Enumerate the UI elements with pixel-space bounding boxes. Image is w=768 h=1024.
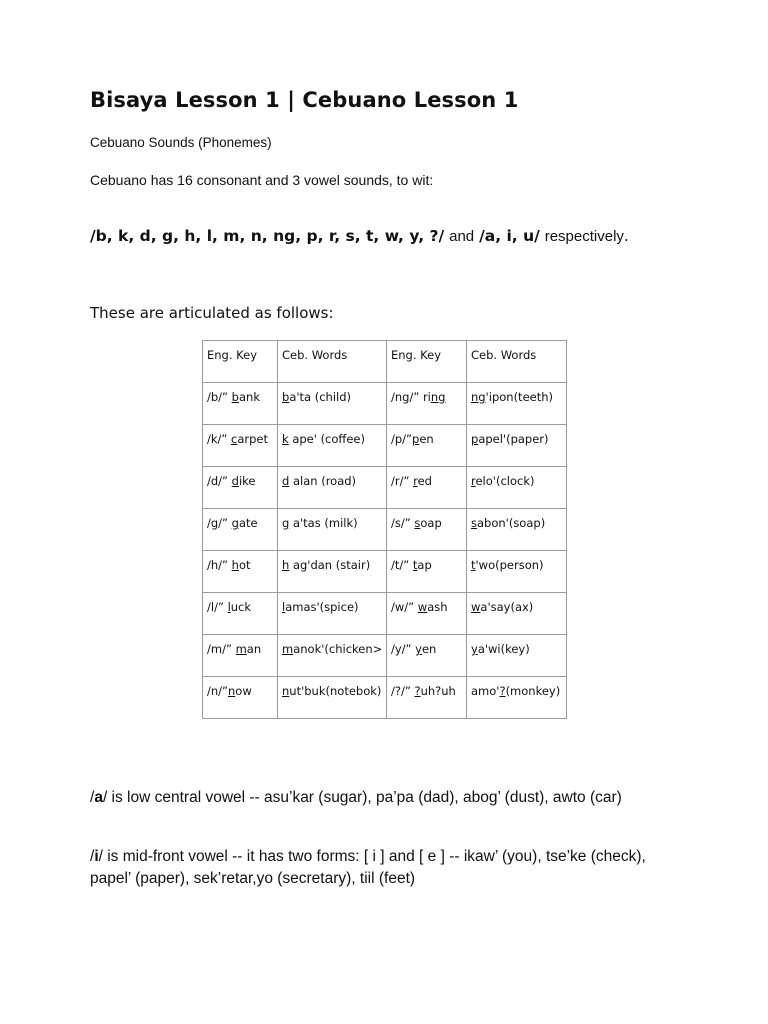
table-row [203, 551, 567, 593]
cell-text-prefix: /l/” [207, 600, 228, 614]
ceb-word-cell [278, 551, 387, 593]
eng-key-cell [203, 509, 278, 551]
cell-text-suffix: ate [238, 516, 258, 530]
ceb-word-cell [278, 467, 387, 509]
cell-text-suffix: ank [238, 390, 260, 404]
cell-underlined-sound: y [471, 642, 478, 656]
cell-text-suffix: (monkey) [505, 684, 561, 698]
cell-underlined-sound: g [282, 516, 290, 530]
table-header-row [203, 341, 567, 383]
phoneme-table [202, 340, 567, 719]
cell-underlined-sound: ng [430, 390, 446, 404]
eng-key-cell [203, 467, 278, 509]
ceb-word-cell [278, 593, 387, 635]
vowel-i-slash: / [90, 848, 95, 865]
vowel-list: /a, i, u/ [479, 227, 540, 245]
cell-underlined-sound: ? [499, 684, 506, 698]
and-word: and [449, 228, 475, 245]
cell-text-prefix: amo' [471, 684, 500, 698]
ceb-word-cell [467, 425, 567, 467]
vowel-i-description: / is mid-front vowel -- it has two forms: [ i ] and [ e ] -- ikaw’ (you), tse’ke (check), papel’ (paper), sek’retar,yo (secretary), tiil (feet) [90, 848, 646, 887]
cell-underlined-sound: r [413, 474, 418, 488]
cell-underlined-sound: b [282, 390, 290, 404]
cell-text-prefix: /ng/” ri [391, 390, 431, 404]
section-subtitle: Cebuano Sounds (Phonemes) [90, 135, 272, 150]
cell-underlined-sound: m [235, 642, 247, 656]
cell-text-prefix: /w/” [391, 600, 418, 614]
cell-underlined-sound: s [471, 516, 477, 530]
vowel-a-description: / is low central vowel -- asu’kar (sugar), pa’pa (dad), abog’ (dust), awto (car) [102, 789, 622, 806]
table-row [203, 383, 567, 425]
cell-underlined-sound: t [471, 558, 476, 572]
ceb-word-cell [467, 551, 567, 593]
cell-underlined-sound: n [228, 684, 236, 698]
cell-text-suffix: ag'dan (stair) [289, 558, 371, 572]
header-ceb-words-2: Ceb. Words [467, 341, 567, 383]
cell-underlined-sound: k [282, 432, 289, 446]
cell-text-suffix: apel'(paper) [478, 432, 549, 446]
ceb-word-cell [278, 383, 387, 425]
cell-text-suffix: elo'(clock) [475, 474, 535, 488]
cell-text-suffix: en [419, 432, 434, 446]
cell-text-suffix: a'tas (milk) [289, 516, 358, 530]
cell-underlined-sound: n [282, 684, 290, 698]
cell-text-prefix: /h/” [207, 558, 232, 572]
cell-text-prefix: /t/” [391, 558, 413, 572]
cell-text-suffix: oap [420, 516, 442, 530]
cell-text-suffix: anok'(chicken> [293, 642, 383, 656]
ceb-word-cell [467, 677, 567, 719]
eng-key-cell [203, 383, 278, 425]
cell-text-suffix: a'say(ax) [480, 600, 534, 614]
cell-text-suffix: en [421, 642, 437, 656]
vowel-i-letter: i [94, 848, 99, 865]
cell-text-prefix: /d/” [207, 474, 232, 488]
cell-text-suffix: ut'buk(notebok) [289, 684, 382, 698]
vowel-a-paragraph [90, 787, 690, 809]
cell-underlined-sound: t [412, 558, 418, 572]
cell-underlined-sound: w [417, 600, 428, 614]
eng-key-cell [387, 383, 467, 425]
ceb-word-cell [467, 509, 567, 551]
cell-text-prefix: /?/” [391, 684, 415, 698]
vowel-i-paragraph [90, 846, 690, 890]
eng-key-cell [387, 635, 467, 677]
ceb-word-cell [467, 635, 567, 677]
eng-key-cell [387, 425, 467, 467]
cell-text-suffix: uh?uh [420, 684, 456, 698]
cell-text-suffix: abon'(soap) [477, 516, 546, 530]
cell-text-suffix: uck [230, 600, 252, 614]
cell-text-suffix: a'ta (child) [289, 390, 352, 404]
cell-underlined-sound: ng [471, 390, 486, 404]
table-row [203, 635, 567, 677]
cell-underlined-sound: m [282, 642, 294, 656]
table-row [203, 467, 567, 509]
cell-underlined-sound: r [471, 474, 476, 488]
cell-text-suffix: amas'(spice) [285, 600, 359, 614]
cell-underlined-sound: l [282, 600, 286, 614]
table-row [203, 593, 567, 635]
page-title: Bisaya Lesson 1 | Cebuano Lesson 1 [90, 88, 519, 112]
cell-underlined-sound: d [282, 474, 290, 488]
cell-text-suffix: ap [417, 558, 432, 572]
table-row [203, 425, 567, 467]
cell-text-prefix: /s/” [391, 516, 415, 530]
cell-underlined-sound: l [227, 600, 231, 614]
header-eng-key: Eng. Key [203, 341, 278, 383]
cell-text-suffix: ike [238, 474, 256, 488]
cell-text-prefix: /b/” [207, 390, 232, 404]
cell-text-prefix: /k/” [207, 432, 232, 446]
cell-text-suffix: ow [235, 684, 252, 698]
cell-text-suffix: 'ipon(teeth) [485, 390, 554, 404]
cell-text-suffix: arpet [237, 432, 269, 446]
cell-text-suffix: ot [238, 558, 251, 572]
cell-text-suffix: ed [417, 474, 432, 488]
cell-underlined-sound: p [471, 432, 479, 446]
cell-underlined-sound: h [282, 558, 290, 572]
cell-underlined-sound: p [412, 432, 420, 446]
cell-underlined-sound: b [231, 390, 239, 404]
ceb-word-cell [278, 425, 387, 467]
ceb-word-cell [467, 383, 567, 425]
ceb-word-cell [467, 593, 567, 635]
phoneme-list [90, 227, 629, 245]
eng-key-cell [387, 551, 467, 593]
cell-text-suffix: an [246, 642, 262, 656]
ceb-word-cell [278, 635, 387, 677]
eng-key-cell [203, 635, 278, 677]
cell-text-prefix: /r/” [391, 474, 414, 488]
period: . [623, 227, 629, 245]
cell-underlined-sound: s [414, 516, 421, 530]
cell-text-prefix: /g/” [207, 516, 232, 530]
table-row [203, 509, 567, 551]
ceb-word-cell [278, 677, 387, 719]
cell-text-prefix: /p/” [391, 432, 413, 446]
cell-text-suffix: 'wo(person) [475, 558, 544, 572]
eng-key-cell [203, 425, 278, 467]
eng-key-cell [203, 677, 278, 719]
cell-underlined-sound: c [231, 432, 238, 446]
cell-text-prefix: /y/” [391, 642, 416, 656]
eng-key-cell [203, 593, 278, 635]
header-ceb-words: Ceb. Words [278, 341, 387, 383]
cell-text-prefix: /n/” [207, 684, 228, 698]
eng-key-cell [203, 551, 278, 593]
vowel-a-slash: / [90, 789, 95, 806]
cell-underlined-sound: h [231, 558, 239, 572]
cell-underlined-sound: y [415, 642, 422, 656]
eng-key-cell [387, 509, 467, 551]
eng-key-cell [387, 467, 467, 509]
respectively-word: respectively [544, 228, 624, 245]
cell-text-suffix: a'wi(key) [477, 642, 530, 656]
articulation-intro: These are articulated as follows: [90, 304, 334, 322]
cell-text-suffix: ash [427, 600, 448, 614]
table-row [203, 677, 567, 719]
cell-text-suffix: ape' (coffee) [288, 432, 365, 446]
cell-underlined-sound: g [231, 516, 239, 530]
cell-underlined-sound: d [231, 474, 239, 488]
header-eng-key-2: Eng. Key [387, 341, 467, 383]
ceb-word-cell [278, 509, 387, 551]
ceb-word-cell [467, 467, 567, 509]
cell-text-prefix: /m/” [207, 642, 236, 656]
cell-underlined-sound: ? [414, 684, 421, 698]
consonant-list: /b, k, d, g, h, l, m, n, ng, p, r, s, t, w, y, ?/ [90, 227, 445, 245]
cell-text-suffix: alan (road) [289, 474, 357, 488]
intro-text: Cebuano has 16 consonant and 3 vowel sounds, to wit: [90, 172, 434, 188]
vowel-a-letter: a [94, 789, 103, 806]
cell-underlined-sound: w [471, 600, 481, 614]
eng-key-cell [387, 593, 467, 635]
eng-key-cell [387, 677, 467, 719]
